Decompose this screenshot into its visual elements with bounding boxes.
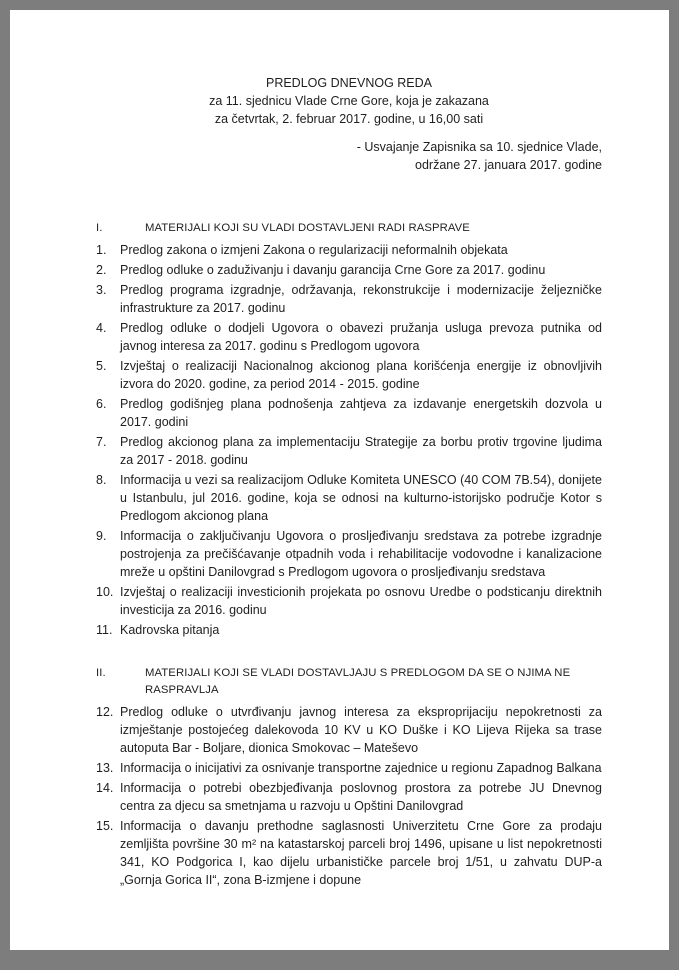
item-text: Izvještaj o realizaciji investicionih projekata po osnovu Uredbe o podsticanju direktnih investicija za 2016. godinu [120,585,602,617]
document-page [10,10,669,950]
agenda-item [96,433,602,469]
item-number: 13. [96,761,114,775]
section-2-heading [96,665,602,699]
item-number: 3. [96,283,107,297]
item-number: 4. [96,321,107,335]
agenda-item [96,241,602,259]
agenda-item [96,395,602,431]
note-line-1: - Usvajanje Zapisnika sa 10. sjednice Vlade, [356,140,602,154]
agenda-item [96,281,602,317]
section-1-title: MATERIJALI KOJI SU VLADI DOSTAVLJENI RADI RASPRAVE [145,222,470,234]
item-text: Informacija o potrebi obezbjeđivanja poslovnog prostora za potrebe JU Dnevnog centra za djecu sa smetnjama u razvoju u Opštini Danilovgrad [120,781,602,813]
agenda-item [96,319,602,355]
agenda-item [96,357,602,393]
agenda-item [96,779,602,815]
agenda-item [96,621,602,639]
note-line-2: održane 27. januara 2017. godine [415,158,602,172]
item-number: 10. [96,585,114,599]
item-text: Informacija o inicijativi za osnivanje transportne zajednice u regionu Zapadnog Balkana [120,761,602,775]
item-number: 12. [96,705,114,719]
item-text: Predlog odluke o utvrđivanju javnog interesa za eksproprijaciju nepokretnosti za izmještanje postojećeg dalekovoda 10 KV u KO Duške i KO Lijeva Rijeka sa trase autoputa Bar - Boljare, dionica Smokovac – Mateševo [120,705,602,755]
item-number: 2. [96,263,107,277]
item-text: Predlog akcionog plana za implementaciju Strategije za borbu protiv trgovine ljudima za 2017 - 2018. godinu [120,435,602,467]
title-line-1: PREDLOG DNEVNOG REDA [265,76,432,90]
section-2-numeral: II. [96,667,106,679]
item-text: Predlog godišnjeg plana podnošenja zahtjeva za izdavanje energetskih dozvola u 2017. godini [120,397,602,429]
agenda-item [96,759,602,777]
item-number: 1. [96,243,107,257]
item-number: 14. [96,781,114,795]
section-2-items [96,703,602,889]
item-text: Predlog zakona o izmjeni Zakona o regularizaciji neformalnih objekata [120,243,508,257]
item-text: Predlog programa izgradnje, održavanja, rekonstrukcije i modernizacije željezničke infrastrukture za 2017. godinu [120,283,602,315]
item-text: Informacija o zaključivanju Ugovora o prosljeđivanju sredstava za potrebe izgradnje postrojenja za prečišćavanje otpadnih voda i rehabilitacije vodovodne i kanalizacione mreže u opštini Danilovgrad s Predlogom ugovora o prosljeđivanju sredstava [120,529,602,579]
item-text: Informacija u vezi sa realizacijom Odluke Komiteta UNESCO (40 COM 7B.54), donijete u Istanbulu, jul 2016. godine, koja se odnosi na kulturno-istorijsko područje Kotor s Predlogom akcionog plana [120,473,602,523]
item-number: 5. [96,359,107,373]
title-line-3: za četvrtak, 2. februar 2017. godine, u 16,00 sati [214,112,484,126]
item-number: 8. [96,473,107,487]
item-number: 6. [96,397,107,411]
agenda-item [96,261,602,279]
agenda-item [96,527,602,581]
item-text: Izvještaj o realizaciji Nacionalnog akcionog plana korišćenja energije iz obnovljivih izvora do 2020. godine, za period 2014 - 2015. godine [120,359,602,391]
item-text: Predlog odluke o zaduživanju i davanju garancija Crne Gore za 2017. godinu [120,263,546,277]
item-number: 11. [96,623,113,637]
agenda-item [96,471,602,525]
section-2-title: MATERIJALI KOJI SE VLADI DOSTAVLJAJU S PREDLOGOM DA SE O NJIMA NE RASPRAVLJA [145,667,571,696]
section-1-items [96,241,602,639]
item-number: 7. [96,435,107,449]
agenda-item [96,703,602,757]
item-text: Predlog odluke o dodjeli Ugovora o obavezi pružanja usluga prevoza putnika od javnog interesa za 2017. godinu s Predlogom ugovora [120,321,602,353]
item-number: 9. [96,529,107,543]
title-line-2: za 11. sjednicu Vlade Crne Gore, koja je zakazana [209,94,489,108]
section-1-numeral: I. [96,222,103,234]
item-number: 15. [96,819,114,833]
item-text: Informacija o davanju prethodne saglasnosti Univerzitetu Crne Gore za prodaju zemljišta površine 30 m² na katastarskoj parceli broj 1496, upisane u list nepokretnosti 341, KO Podgorica I, kao dijelu urbanističke parcele broj 1/51, u zahvatu DUP-a „Gornja Gorica II“, zona B-izmjene i dopune [120,819,602,887]
agenda-item [96,817,602,889]
session-note [96,138,602,174]
agenda-item [96,583,602,619]
section-1-heading [96,220,602,237]
item-text: Kadrovska pitanja [120,623,220,637]
document-title [96,74,602,128]
